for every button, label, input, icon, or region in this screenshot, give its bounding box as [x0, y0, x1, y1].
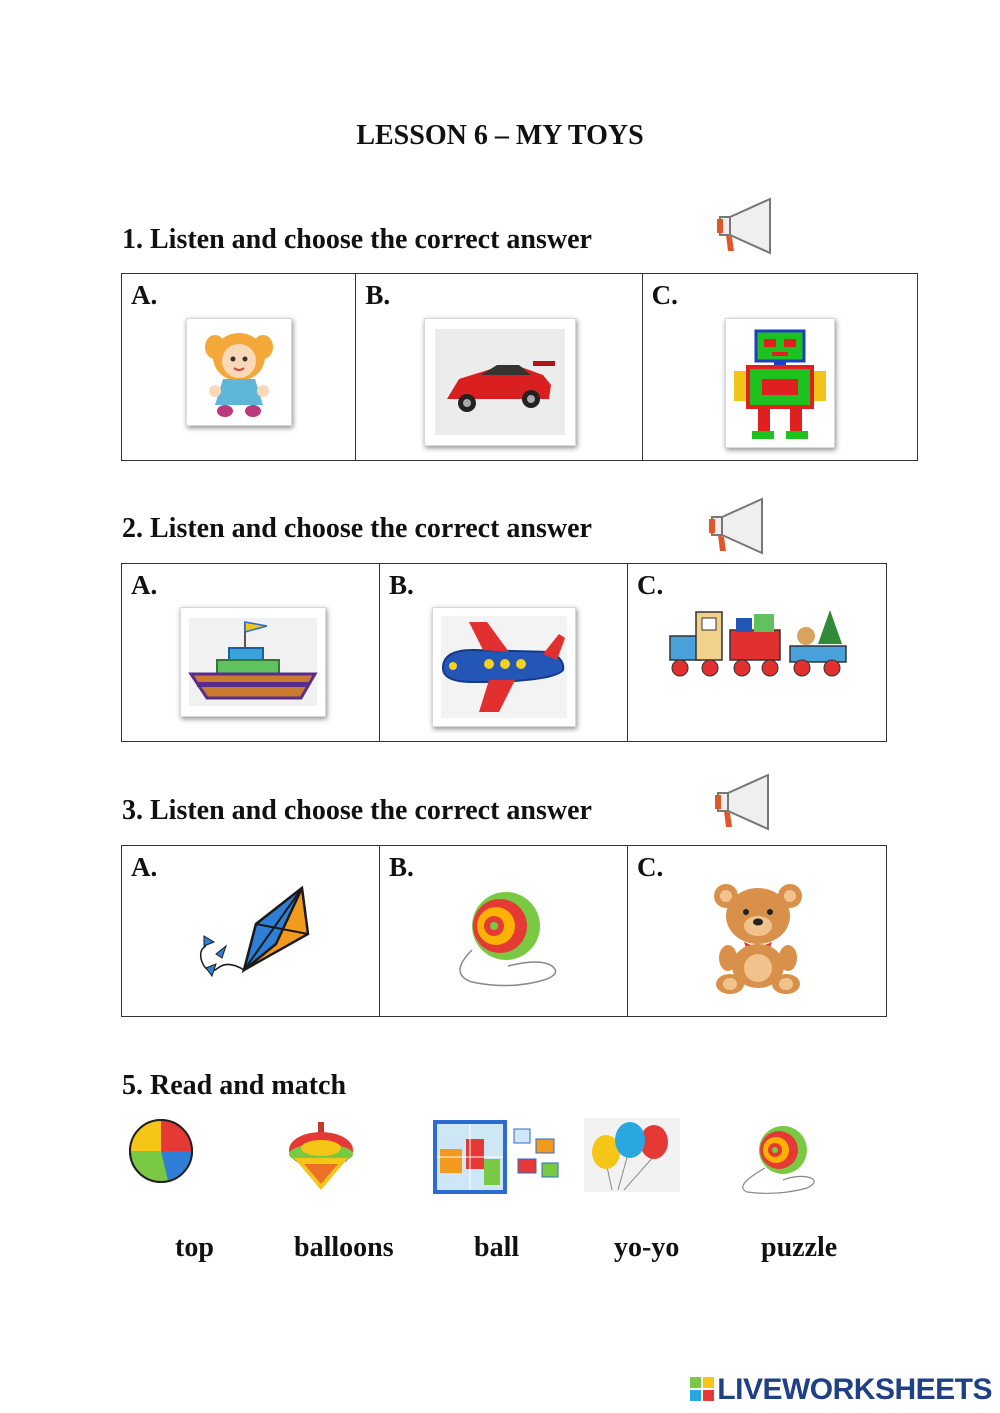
logo-grid-icon	[689, 1376, 715, 1402]
kite-picture	[192, 884, 310, 984]
option-a[interactable]	[122, 564, 380, 742]
spinning-top-picture[interactable]	[286, 1120, 356, 1192]
question-2-heading: 2. Listen and choose the correct answer	[122, 513, 592, 544]
match-word[interactable]: top	[175, 1232, 214, 1263]
option-a[interactable]	[122, 846, 380, 1017]
option-a[interactable]	[122, 274, 356, 461]
option-label: C.	[637, 852, 664, 882]
balloons-picture[interactable]	[584, 1118, 680, 1192]
option-label: A.	[131, 852, 158, 882]
option-label: B.	[365, 280, 391, 310]
speaker-icon[interactable]	[712, 195, 774, 262]
match-word[interactable]: balloons	[294, 1232, 394, 1263]
match-heading: 5. Read and match	[122, 1070, 347, 1101]
liveworksheets-logo	[689, 1373, 992, 1407]
option-c[interactable]	[628, 846, 887, 1017]
yo-yo-picture[interactable]	[735, 1124, 819, 1196]
puzzle-picture[interactable]	[432, 1119, 564, 1195]
match-word[interactable]: puzzle	[761, 1232, 838, 1263]
boat-picture	[180, 607, 326, 717]
ball-picture[interactable]	[128, 1118, 194, 1184]
option-label: A.	[131, 570, 158, 600]
page-title: LESSON 6 – MY TOYS	[356, 120, 644, 151]
question-3-options	[121, 845, 887, 1017]
question-1-heading: 1. Listen and choose the correct answer	[122, 224, 592, 255]
match-word[interactable]: ball	[474, 1232, 520, 1263]
match-word[interactable]: yo-yo	[614, 1232, 680, 1263]
logo-text: LIVEWORKSHEETS	[717, 1373, 992, 1406]
option-label: C.	[651, 280, 678, 310]
option-c[interactable]	[642, 274, 917, 461]
option-c[interactable]	[628, 564, 887, 742]
question-2-options	[121, 563, 887, 742]
option-label: B.	[389, 852, 414, 882]
option-label: B.	[389, 570, 414, 600]
question-1-options	[121, 273, 918, 461]
option-b[interactable]	[380, 846, 628, 1017]
robot-picture	[725, 318, 835, 448]
question-3-heading: 3. Listen and choose the correct answer	[122, 795, 592, 826]
doll-picture	[186, 318, 292, 426]
option-label: A.	[131, 280, 158, 310]
teddy-bear-picture	[708, 880, 808, 994]
option-b[interactable]	[356, 274, 642, 461]
train-picture	[666, 606, 850, 682]
plane-picture	[432, 607, 576, 727]
speaker-icon[interactable]	[704, 495, 766, 562]
option-b[interactable]	[380, 564, 628, 742]
speaker-icon[interactable]	[710, 771, 772, 838]
yo-yo-picture	[450, 888, 562, 988]
option-label: C.	[637, 570, 664, 600]
car-picture	[424, 318, 576, 446]
